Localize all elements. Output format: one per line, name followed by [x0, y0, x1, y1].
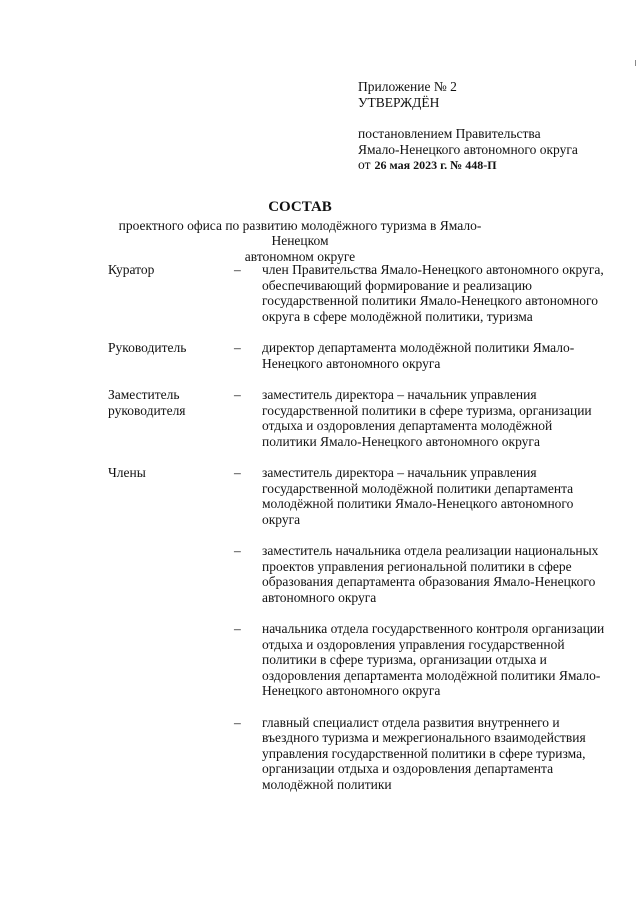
composition-row: [108, 465, 608, 527]
row-dash: –: [234, 340, 241, 355]
decree-line-2: Ямало-Ненецкого автономного округа: [358, 141, 578, 157]
decree-prefix: от: [358, 157, 371, 172]
row-role: Члены: [108, 465, 146, 480]
composition-row: [108, 387, 608, 449]
composition-row: [108, 543, 608, 605]
document-subtitle-line-2: автономном округе: [244, 248, 356, 264]
row-description: директор департамента молодёжной политики Ямало-Ненецкого автономного округа: [262, 340, 575, 371]
composition-row: [108, 621, 608, 699]
approved-label: УТВЕРЖДЁН: [358, 94, 440, 110]
row-description: начальника отдела государственного контроля организации отдыха и оздоровления управления государственной политики в сфере туризма, организации отдыха и оздоровления департамента молодёжной политики Ямало-Ненецкого автономного округа: [262, 621, 605, 698]
decree-line-1: постановлением Правительства: [358, 126, 541, 141]
row-description: главный специалист отдела развития внутреннего и въездного туризма и межрегионального взаимодействия управления государственной политики в сфере туризма, организации отдыха и оздоровления департамента молодёжной политики: [262, 714, 586, 792]
row-description: член Правительства Ямало-Ненецкого автономного округа, обеспечивающий формирование и реализацию государственной политики Ямало-Ненецкого автономного округа в сфере молодёжной политики, туризма: [262, 262, 604, 324]
row-role: Руководитель: [108, 340, 187, 355]
scan-edge-mark: [635, 60, 636, 66]
document-subtitle-line-1: проектного офиса по развитию молодёжного туризма в Ямало-Ненецком: [118, 217, 482, 248]
document-title-block: [100, 200, 500, 264]
document-title: СОСТАВ: [268, 199, 332, 215]
row-dash: –: [234, 262, 241, 277]
composition-row: [108, 715, 608, 793]
decree-date: 26 мая 2023 г. № 448-П: [374, 158, 497, 172]
row-dash: –: [234, 465, 241, 480]
decree-date-line: [358, 157, 628, 174]
composition-list: [108, 262, 608, 808]
row-dash: –: [234, 387, 241, 402]
composition-row: [108, 262, 608, 324]
row-role: Заместитель руководителя: [108, 387, 186, 418]
appendix-block: [358, 79, 628, 174]
row-description: заместитель директора – начальник управления государственной молодёжной политики департамента молодёжной политики Ямало-Ненецкого автономного округа: [262, 465, 574, 527]
row-dash: –: [234, 543, 241, 558]
row-role: Куратор: [108, 262, 155, 277]
appendix-label: Приложение № 2: [358, 79, 457, 94]
row-dash: –: [234, 714, 241, 730]
row-description: заместитель начальника отдела реализации национальных проектов управления региональной политики в сфере образования департамента образования Ямало-Ненецкого автономного округа: [262, 543, 599, 605]
row-dash: –: [234, 621, 241, 636]
row-description: заместитель директора – начальник управления государственной политики в сфере туризма, организации отдыха и оздоровления департамента молодёжной политики Ямало-Ненецкого автономного округа: [262, 387, 592, 449]
composition-row: [108, 340, 608, 371]
